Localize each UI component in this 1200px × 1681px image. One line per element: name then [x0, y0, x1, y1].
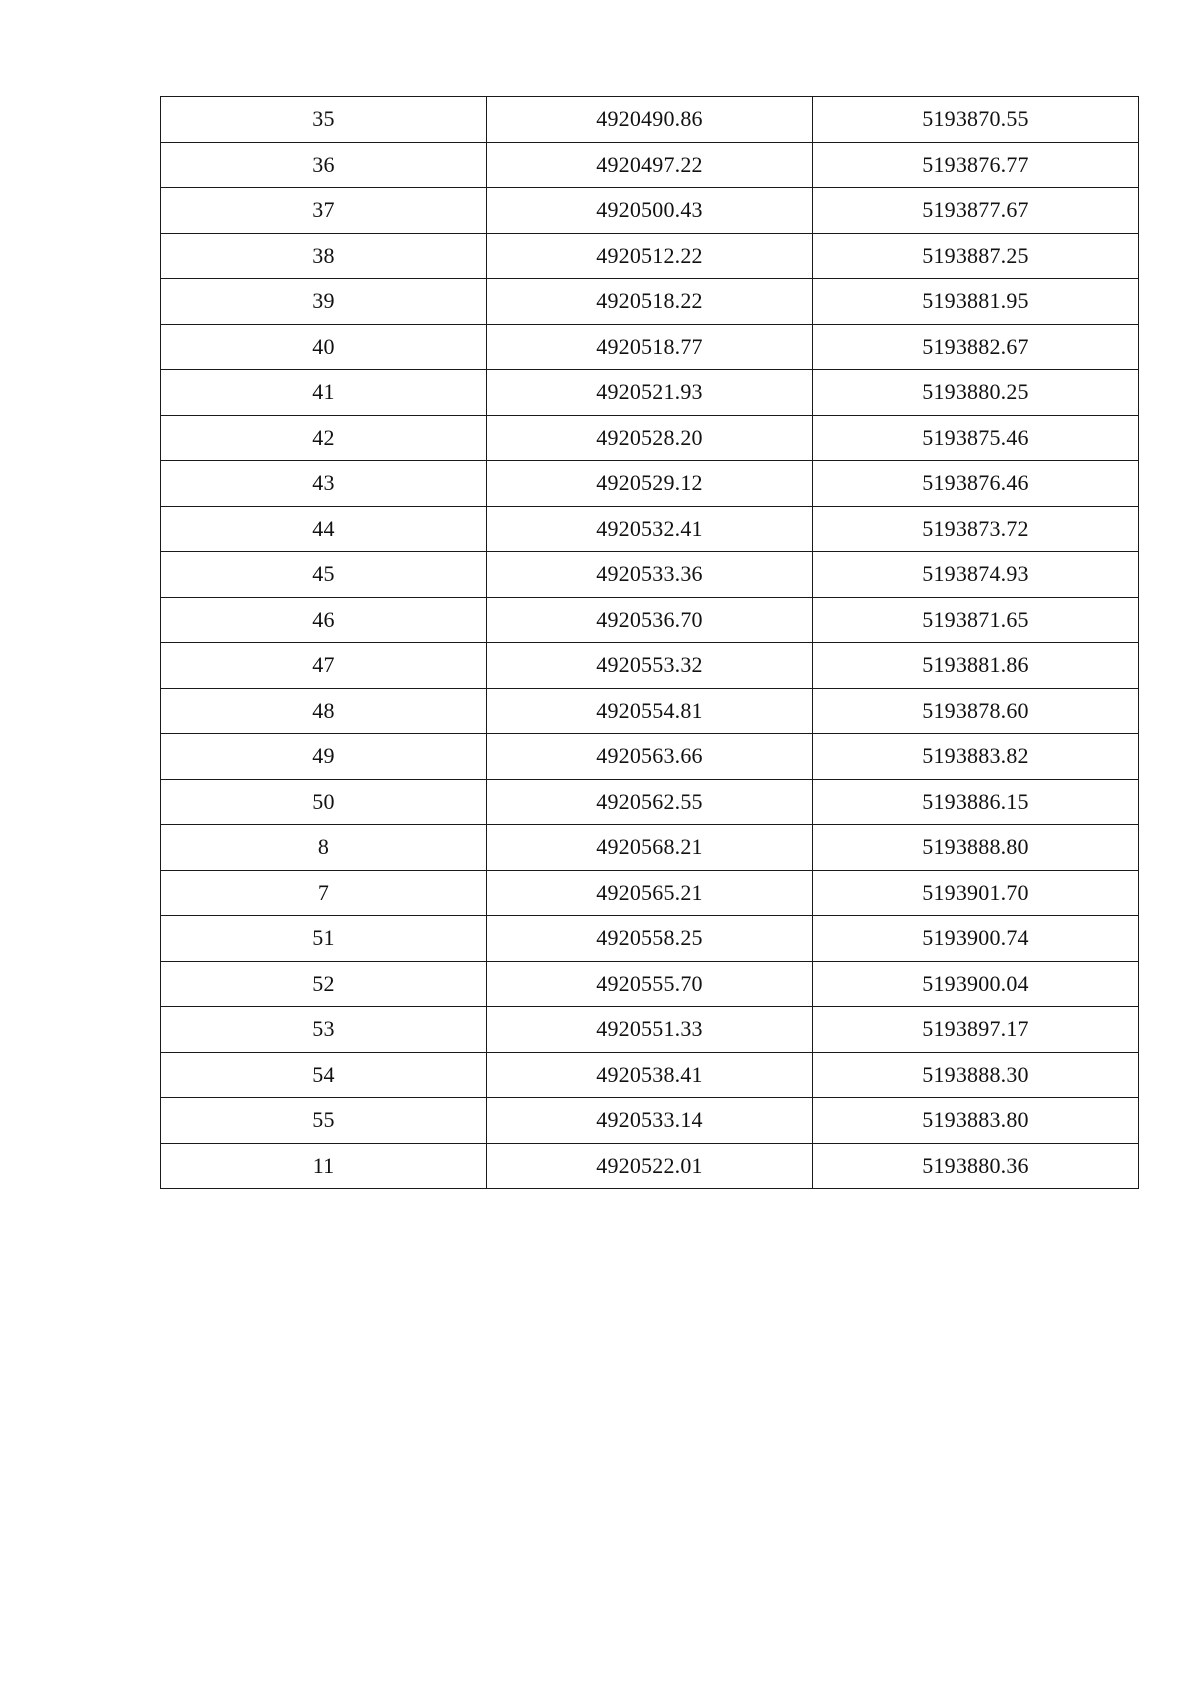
point-number-cell: 11: [161, 1143, 487, 1189]
x-coordinate-cell: 4920497.22: [487, 142, 813, 188]
x-coordinate-cell: 4920555.70: [487, 961, 813, 1007]
coordinates-table: [160, 96, 1139, 1189]
point-number-cell: 36: [161, 142, 487, 188]
x-coordinate-cell: 4920522.01: [487, 1143, 813, 1189]
y-coordinate-cell: 5193883.82: [813, 734, 1139, 780]
y-coordinate-cell: 5193881.95: [813, 279, 1139, 325]
y-coordinate-cell: 5193876.46: [813, 461, 1139, 507]
point-number-cell: 48: [161, 688, 487, 734]
point-number-cell: 53: [161, 1007, 487, 1053]
table-row: [161, 1007, 1139, 1053]
table-row: [161, 825, 1139, 871]
point-number-cell: 51: [161, 916, 487, 962]
table-row: [161, 688, 1139, 734]
y-coordinate-cell: 5193883.80: [813, 1098, 1139, 1144]
point-number-cell: 47: [161, 643, 487, 689]
y-coordinate-cell: 5193886.15: [813, 779, 1139, 825]
point-number-cell: 52: [161, 961, 487, 1007]
point-number-cell: 50: [161, 779, 487, 825]
point-number-cell: 44: [161, 506, 487, 552]
y-coordinate-cell: 5193900.74: [813, 916, 1139, 962]
x-coordinate-cell: 4920558.25: [487, 916, 813, 962]
table-row: [161, 643, 1139, 689]
y-coordinate-cell: 5193876.77: [813, 142, 1139, 188]
table-row: [161, 415, 1139, 461]
table-row: [161, 461, 1139, 507]
x-coordinate-cell: 4920533.14: [487, 1098, 813, 1144]
y-coordinate-cell: 5193888.80: [813, 825, 1139, 871]
x-coordinate-cell: 4920518.22: [487, 279, 813, 325]
point-number-cell: 54: [161, 1052, 487, 1098]
point-number-cell: 43: [161, 461, 487, 507]
table-row: [161, 870, 1139, 916]
x-coordinate-cell: 4920528.20: [487, 415, 813, 461]
y-coordinate-cell: 5193882.67: [813, 324, 1139, 370]
x-coordinate-cell: 4920553.32: [487, 643, 813, 689]
point-number-cell: 7: [161, 870, 487, 916]
x-coordinate-cell: 4920554.81: [487, 688, 813, 734]
y-coordinate-cell: 5193877.67: [813, 188, 1139, 234]
x-coordinate-cell: 4920529.12: [487, 461, 813, 507]
y-coordinate-cell: 5193881.86: [813, 643, 1139, 689]
table-row: [161, 1052, 1139, 1098]
x-coordinate-cell: 4920532.41: [487, 506, 813, 552]
table-row: [161, 1098, 1139, 1144]
y-coordinate-cell: 5193870.55: [813, 97, 1139, 143]
x-coordinate-cell: 4920521.93: [487, 370, 813, 416]
x-coordinate-cell: 4920568.21: [487, 825, 813, 871]
y-coordinate-cell: 5193875.46: [813, 415, 1139, 461]
table-row: [161, 324, 1139, 370]
y-coordinate-cell: 5193900.04: [813, 961, 1139, 1007]
y-coordinate-cell: 5193888.30: [813, 1052, 1139, 1098]
table-row: [161, 597, 1139, 643]
x-coordinate-cell: 4920538.41: [487, 1052, 813, 1098]
point-number-cell: 45: [161, 552, 487, 598]
table-row: [161, 97, 1139, 143]
table-row: [161, 552, 1139, 598]
y-coordinate-cell: 5193880.25: [813, 370, 1139, 416]
x-coordinate-cell: 4920565.21: [487, 870, 813, 916]
point-number-cell: 35: [161, 97, 487, 143]
x-coordinate-cell: 4920500.43: [487, 188, 813, 234]
y-coordinate-cell: 5193901.70: [813, 870, 1139, 916]
x-coordinate-cell: 4920562.55: [487, 779, 813, 825]
x-coordinate-cell: 4920533.36: [487, 552, 813, 598]
table-row: [161, 370, 1139, 416]
point-number-cell: 39: [161, 279, 487, 325]
table-row: [161, 779, 1139, 825]
table-row: [161, 188, 1139, 234]
x-coordinate-cell: 4920490.86: [487, 97, 813, 143]
table-row: [161, 961, 1139, 1007]
table-row: [161, 506, 1139, 552]
coordinates-table-body: [161, 97, 1139, 1189]
y-coordinate-cell: 5193874.93: [813, 552, 1139, 598]
table-row: [161, 1143, 1139, 1189]
y-coordinate-cell: 5193887.25: [813, 233, 1139, 279]
point-number-cell: 41: [161, 370, 487, 416]
y-coordinate-cell: 5193873.72: [813, 506, 1139, 552]
table-row: [161, 734, 1139, 780]
table-row: [161, 916, 1139, 962]
point-number-cell: 37: [161, 188, 487, 234]
point-number-cell: 8: [161, 825, 487, 871]
point-number-cell: 40: [161, 324, 487, 370]
point-number-cell: 55: [161, 1098, 487, 1144]
x-coordinate-cell: 4920518.77: [487, 324, 813, 370]
x-coordinate-cell: 4920536.70: [487, 597, 813, 643]
y-coordinate-cell: 5193871.65: [813, 597, 1139, 643]
x-coordinate-cell: 4920563.66: [487, 734, 813, 780]
y-coordinate-cell: 5193897.17: [813, 1007, 1139, 1053]
table-row: [161, 142, 1139, 188]
point-number-cell: 38: [161, 233, 487, 279]
point-number-cell: 46: [161, 597, 487, 643]
y-coordinate-cell: 5193880.36: [813, 1143, 1139, 1189]
x-coordinate-cell: 4920551.33: [487, 1007, 813, 1053]
point-number-cell: 49: [161, 734, 487, 780]
table-row: [161, 279, 1139, 325]
y-coordinate-cell: 5193878.60: [813, 688, 1139, 734]
table-row: [161, 233, 1139, 279]
x-coordinate-cell: 4920512.22: [487, 233, 813, 279]
point-number-cell: 42: [161, 415, 487, 461]
